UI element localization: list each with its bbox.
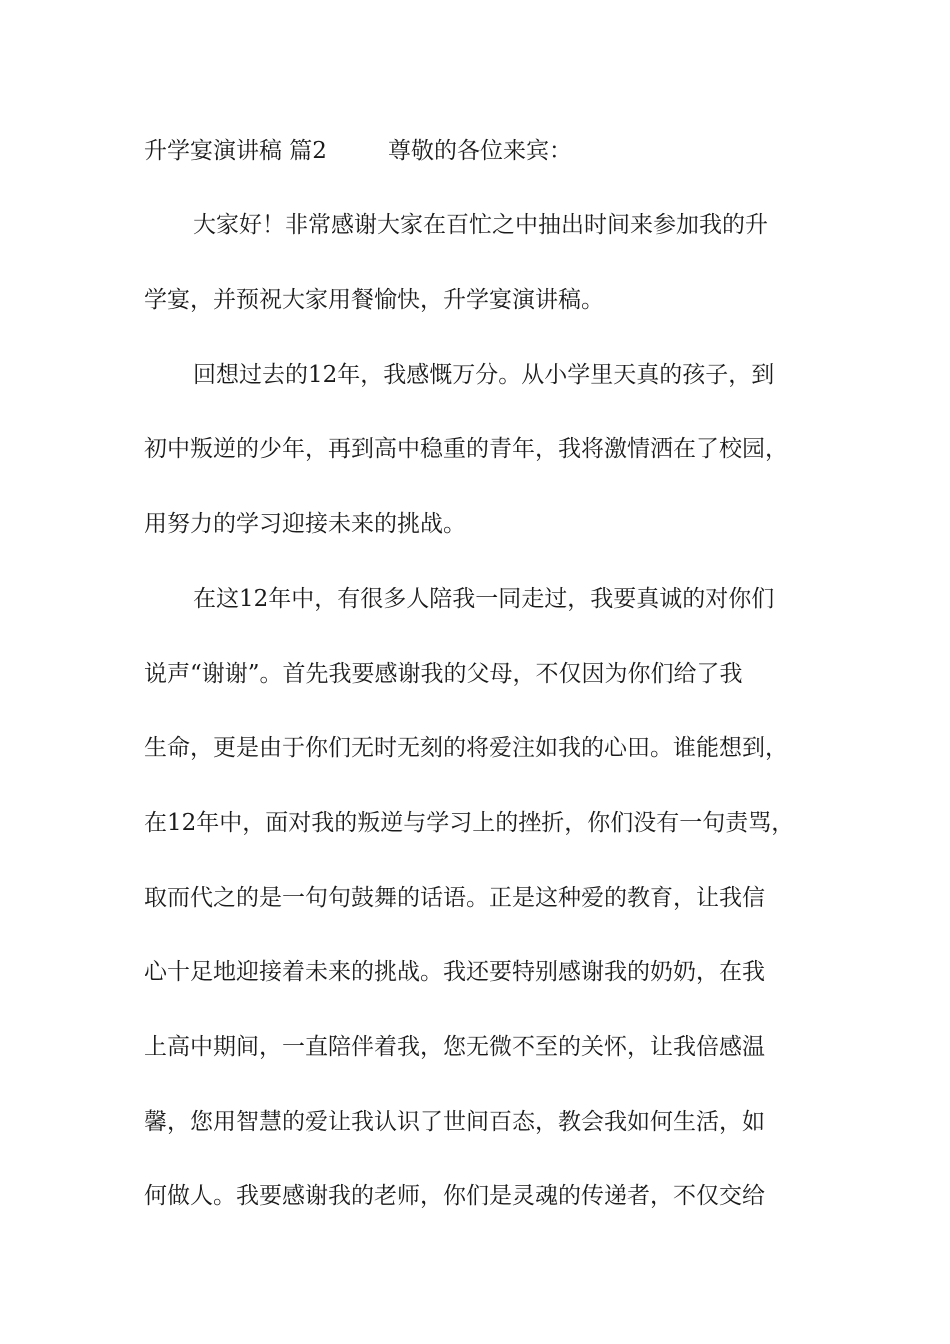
line-text: 馨，您用智慧的爱让我认识了世间百态，教会我如何生活，如 — [144, 1109, 765, 1135]
paragraph-line — [0, 1180, 950, 1212]
salutation: 尊敬的各位来宾： — [388, 138, 572, 164]
line-text: 上高中期间，一直陪伴着我，您无微不至的关怀，让我倍感温 — [144, 1034, 765, 1060]
paragraph-line — [0, 508, 950, 540]
paragraph-line — [0, 433, 950, 465]
line-text: 学宴，并预祝大家用餐愉快，升学宴演讲稿。 — [144, 287, 604, 313]
line-text: 初中叛逆的少年，再到高中稳重的青年，我将激情洒在了校园， — [144, 436, 788, 462]
line-text: 说声“谢谢”。首先我要感谢我的父母，不仅因为你们给了我 — [144, 661, 743, 687]
paragraph-line — [0, 956, 950, 988]
line-text: 心十足地迎接着未来的挑战。我还要特别感谢我的奶奶，在我 — [144, 959, 765, 985]
heading-line — [0, 135, 950, 167]
line-text: 大家好！非常感谢大家在百忙之中抽出时间来参加我的升 — [193, 212, 768, 238]
line-text: 回想过去的12年，我感慨万分。从小学里天真的孩子，到 — [193, 362, 775, 388]
paragraph-line — [0, 732, 950, 764]
line-text: 生命，更是由于你们无时无刻的将爱注如我的心田。谁能想到， — [144, 735, 788, 761]
paragraph-line — [0, 359, 950, 391]
paragraph-line — [0, 658, 950, 690]
paragraph-line — [0, 882, 950, 914]
line-text: 在12年中，面对我的叛逆与学习上的挫折，你们没有一句责骂， — [144, 810, 795, 836]
paragraph-line — [0, 583, 950, 615]
line-text: 用努力的学习迎接未来的挑战。 — [144, 511, 466, 537]
paragraph-line — [0, 284, 950, 316]
line-text: 何做人。我要感谢我的老师，你们是灵魂的传递者，不仅交给 — [144, 1183, 765, 1209]
section-title: 升学宴演讲稿 篇2 — [144, 138, 327, 164]
paragraph-line — [0, 807, 950, 839]
line-text: 取而代之的是一句句鼓舞的话语。正是这种爱的教育，让我信 — [144, 885, 765, 911]
paragraph-line — [0, 1031, 950, 1063]
paragraph-line — [0, 1106, 950, 1138]
paragraph-line — [0, 209, 950, 241]
line-text: 在这12年中，有很多人陪我一同走过，我要真诚的对你们 — [193, 586, 775, 612]
